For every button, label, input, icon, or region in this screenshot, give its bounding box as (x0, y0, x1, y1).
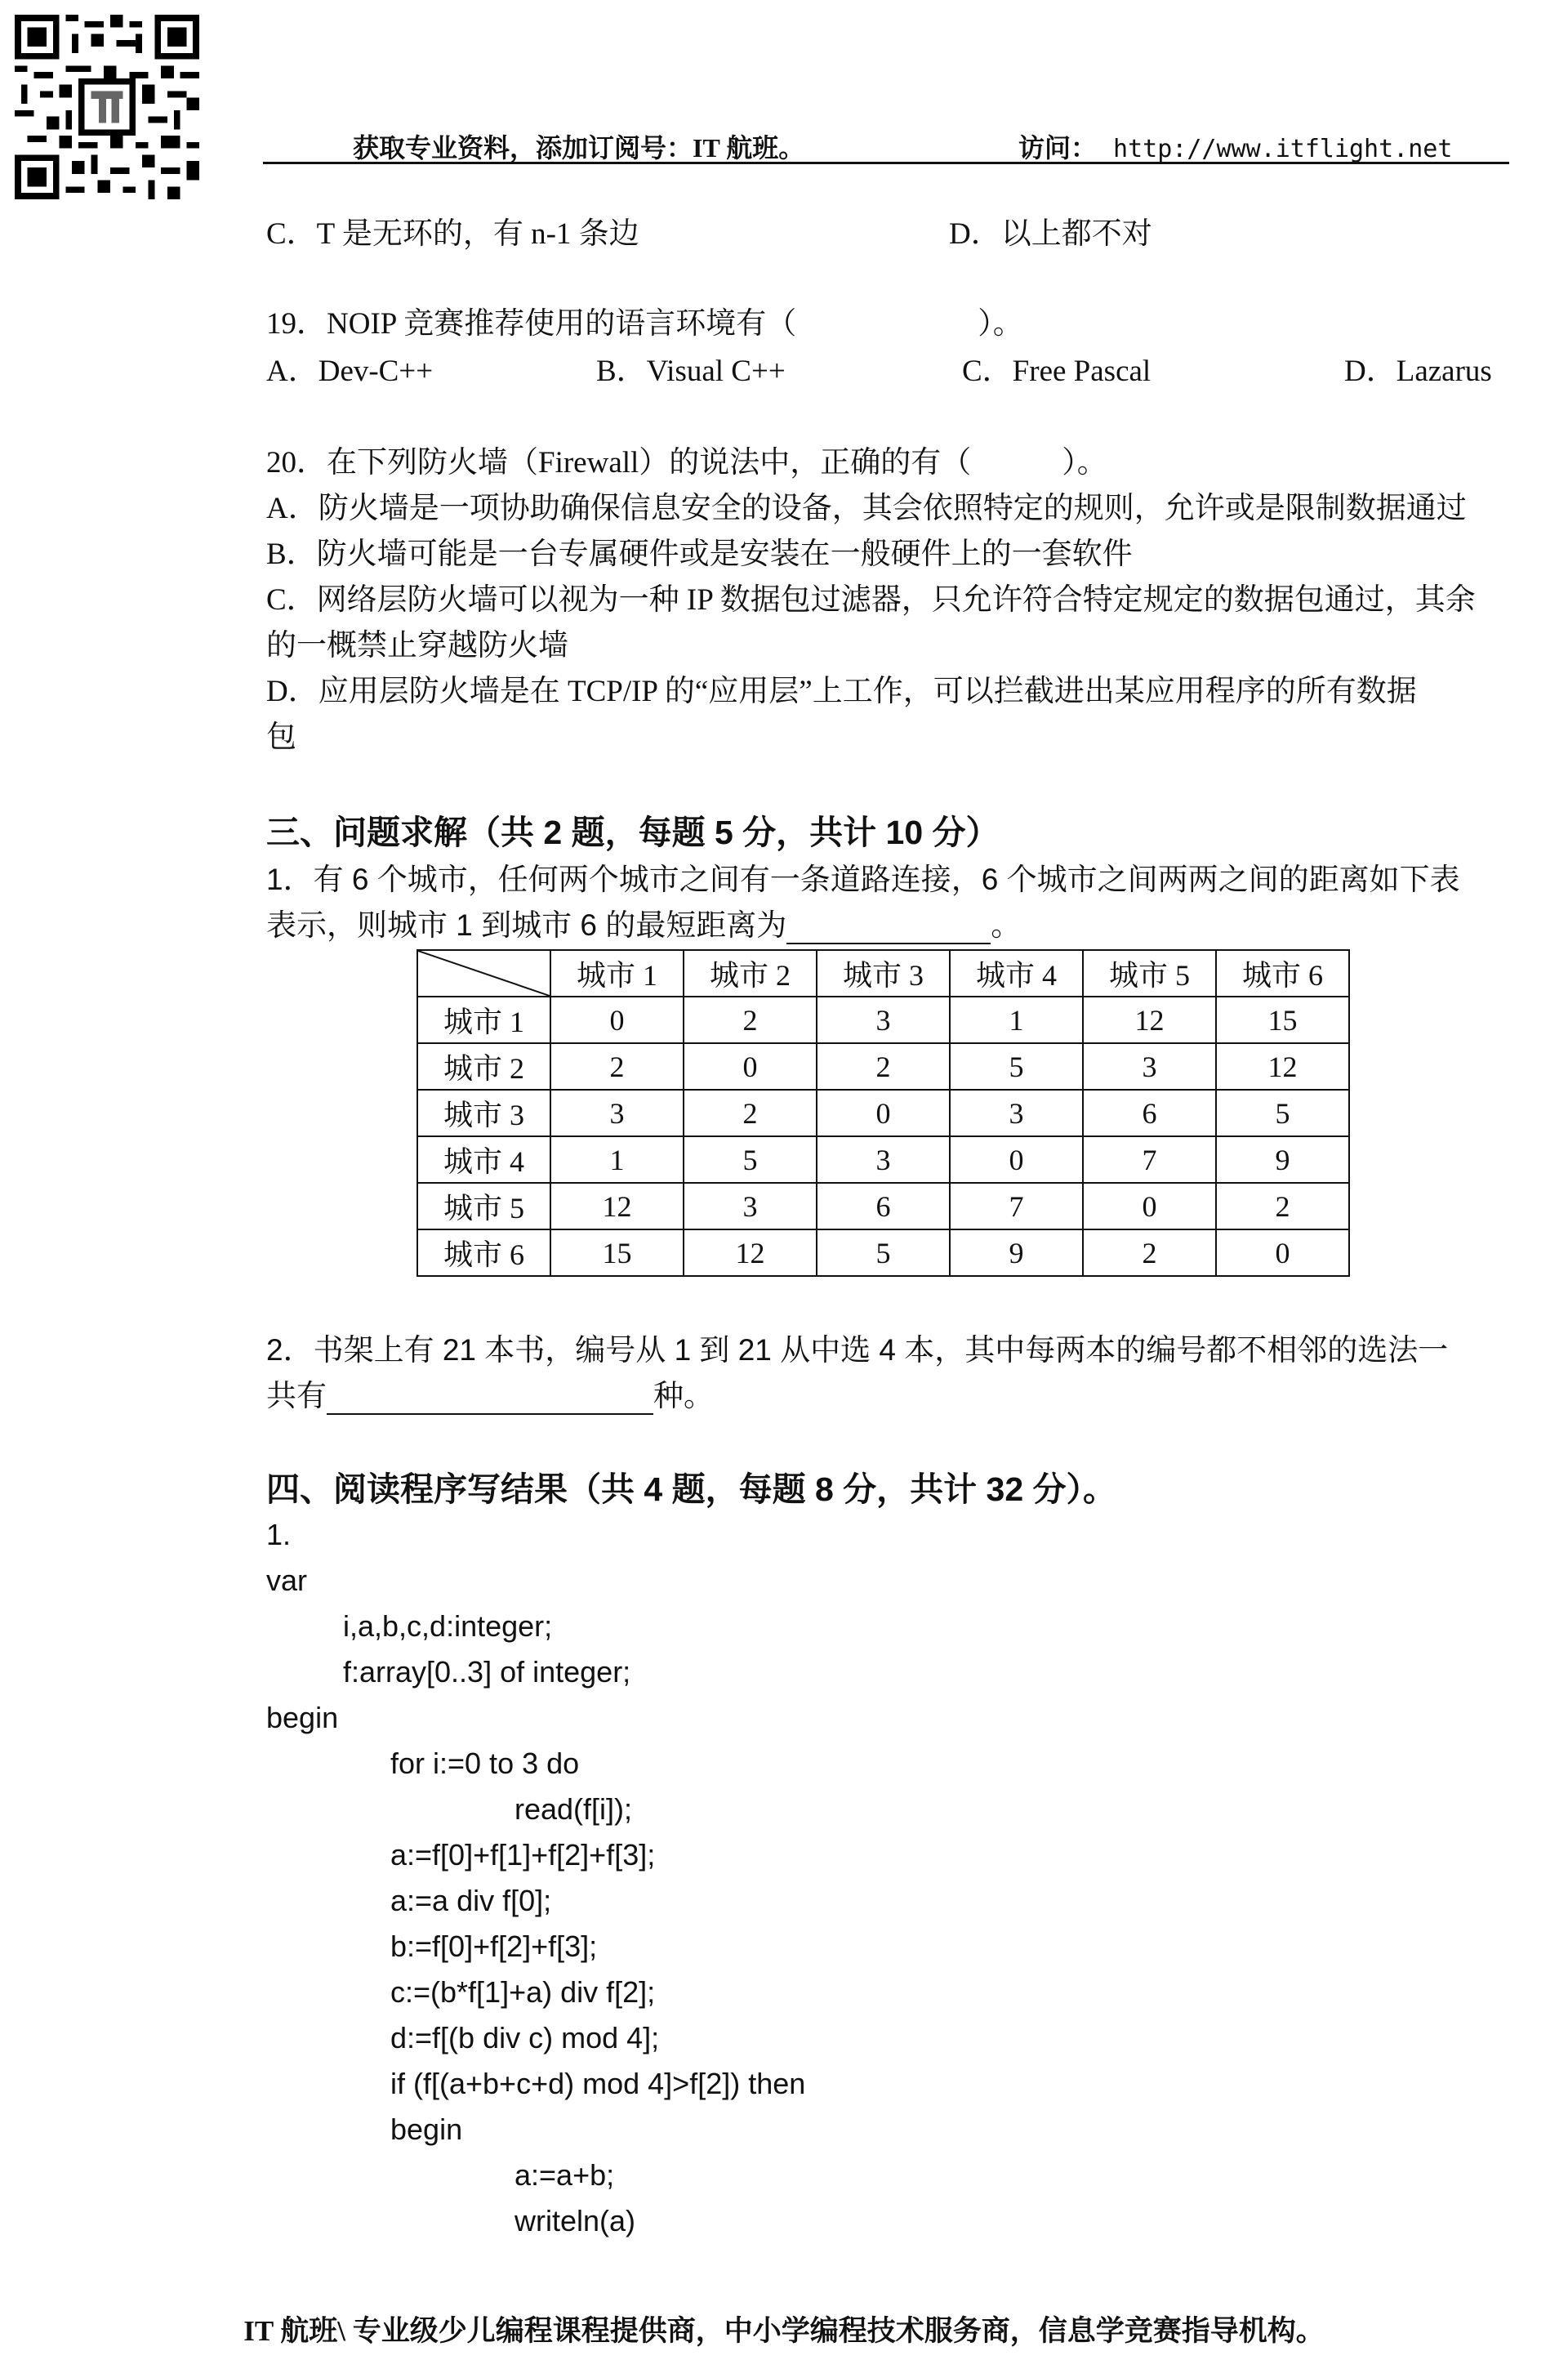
table-cell: 2 (550, 1043, 684, 1090)
table-cell: 12 (684, 1229, 817, 1276)
table-cell: 7 (1083, 1136, 1216, 1183)
row-header: 城市 6 (417, 1229, 550, 1276)
diagonal-line (418, 951, 550, 996)
header-url-link[interactable]: http://www.itflight.net (1113, 135, 1453, 163)
header-visit-label: 访问： (1018, 133, 1098, 163)
table-cell: 1 (950, 997, 1083, 1043)
table-cell: 5 (950, 1043, 1083, 1090)
column-header: 城市 2 (684, 950, 817, 997)
code-line: read(f[i]); (514, 1792, 633, 1826)
table-cell: 0 (550, 997, 684, 1043)
q20-option-a: A．防火墙是一项协助确保信息安全的设备，其会依照特定的规则，允许或是限制数据通过 (266, 492, 1467, 525)
code-line: b:=f[0]+f[2]+f[3]; (390, 1930, 598, 1963)
table-cell: 3 (684, 1183, 817, 1229)
section4-heading: 四、阅读程序写结果（共 4 题，每题 8 分，共计 32 分）。 (266, 1470, 1117, 1508)
code-line: a:=a div f[0]; (390, 1884, 552, 1917)
table-corner-cell (417, 950, 550, 997)
q20-stem: 20．在下列防火墙（Firewall）的说法中，正确的有（ ）。 (266, 446, 1107, 480)
code-line: f:array[0..3] of integer; (343, 1655, 631, 1689)
s3-q1-line2 (266, 907, 1021, 944)
table-cell: 3 (550, 1090, 684, 1136)
code-line: for i:=0 to 3 do (390, 1747, 580, 1780)
table-cell: 0 (684, 1043, 817, 1090)
answer-blank[interactable] (786, 915, 991, 944)
table-cell: 2 (1216, 1183, 1349, 1229)
table-cell: 5 (684, 1136, 817, 1183)
table-cell: 3 (950, 1090, 1083, 1136)
code-line: a:=f[0]+f[1]+f[2]+f[3]; (390, 1838, 656, 1872)
table-cell: 3 (817, 1136, 950, 1183)
s3-q2-line2 (266, 1377, 714, 1415)
row-header: 城市 4 (417, 1136, 550, 1183)
table-cell: 9 (950, 1229, 1083, 1276)
table-cell: 2 (817, 1043, 950, 1090)
table-row (417, 1183, 1349, 1229)
table-cell: 0 (950, 1136, 1083, 1183)
code-line: begin (266, 1701, 339, 1734)
column-header: 城市 5 (1083, 950, 1216, 997)
table-cell: 2 (1083, 1229, 1216, 1276)
table-cell: 5 (1216, 1090, 1349, 1136)
row-header: 城市 3 (417, 1090, 550, 1136)
table-cell: 0 (817, 1090, 950, 1136)
qr-code-image (15, 15, 199, 199)
row-header: 城市 5 (417, 1183, 550, 1229)
table-cell: 3 (1083, 1043, 1216, 1090)
q18-option-c: C．T 是无环的，有 n-1 条边 (266, 217, 639, 251)
table-cell: 15 (1216, 997, 1349, 1043)
table-cell: 12 (550, 1183, 684, 1229)
answer-blank[interactable] (327, 1385, 653, 1415)
s3-q2-line2-end: 种。 (653, 1379, 714, 1412)
table-header-row (417, 950, 1349, 997)
table-row (417, 1136, 1349, 1183)
code-line: 1. (266, 1518, 292, 1551)
q19-option-b: B．Visual C++ (596, 355, 786, 388)
code-line: var (266, 1564, 308, 1597)
table-cell: 7 (950, 1183, 1083, 1229)
q19-option-d: D．Lazarus (1344, 355, 1492, 388)
table-cell: 12 (1216, 1043, 1349, 1090)
table-cell: 5 (817, 1229, 950, 1276)
page-footer: IT 航班\ 专业级少儿编程课程提供商，中小学编程技术服务商，信息学竞赛指导机构。 (243, 2315, 1325, 2347)
table-cell: 6 (1083, 1090, 1216, 1136)
s3-q1-line1: 1．有 6 个城市，任何两个城市之间有一条道路连接，6 个城市之间两两之间的距离如下表 (266, 863, 1460, 896)
column-header: 城市 1 (550, 950, 684, 997)
s3-q2-line2-start: 共有 (266, 1379, 327, 1412)
section3-heading: 三、问题求解（共 2 题，每题 5 分，共计 10 分） (266, 814, 1000, 851)
column-header: 城市 6 (1216, 950, 1349, 997)
header-visit (1018, 127, 1452, 165)
table-cell: 15 (550, 1229, 684, 1276)
q20-option-c-line2: 的一概禁止穿越防火墙 (266, 629, 568, 663)
header-subscribe-text: 获取专业资料，添加订阅号：IT 航班。 (353, 133, 805, 163)
row-header: 城市 1 (417, 997, 550, 1043)
code-line: if (f[(a+b+c+d) mod 4]>f[2]) then (390, 2067, 806, 2100)
table-cell: 0 (1083, 1183, 1216, 1229)
table-cell: 6 (817, 1183, 950, 1229)
code-line: d:=f[(b div c) mod 4]; (390, 2021, 660, 2054)
q19-option-c: C．Free Pascal (962, 355, 1152, 388)
q18-option-d: D．以上都不对 (949, 217, 1152, 251)
table-cell: 0 (1216, 1229, 1349, 1276)
table-row (417, 1229, 1349, 1276)
distance-table (416, 949, 1350, 1277)
code-line: writeln(a) (514, 2204, 636, 2237)
table-cell: 3 (817, 997, 950, 1043)
q20-option-d-line2: 包 (266, 721, 296, 754)
table-row (417, 997, 1349, 1043)
s3-q2-line1: 2．书架上有 21 本书，编号从 1 到 21 从中选 4 本，其中每两本的编号都不相邻的选法一 (266, 1333, 1449, 1367)
table-row (417, 1090, 1349, 1136)
code-line: i,a,b,c,d:integer; (343, 1609, 553, 1643)
code-line: begin (390, 2112, 463, 2146)
table-cell: 2 (684, 1090, 817, 1136)
q19-stem: 19．NOIP 竞赛推荐使用的语言环境有（ ）。 (266, 307, 1023, 341)
q20-option-d-line1: D．应用层防火墙是在 TCP/IP 的“应用层”上工作，可以拦截进出某应用程序的所有数据 (266, 675, 1417, 708)
code-line: a:=a+b; (514, 2158, 615, 2192)
table-row (417, 1043, 1349, 1090)
s3-q1-line2-text: 表示，则城市 1 到城市 6 的最短距离为 (266, 908, 787, 942)
page-header (263, 123, 1509, 164)
q20-option-c-line1: C．网络层防火墙可以视为一种 IP 数据包过滤器，只允许符合特定规定的数据包通过，其余 (266, 583, 1476, 617)
column-header: 城市 3 (817, 950, 950, 997)
code-line: c:=(b*f[1]+a) div f[2]; (390, 1975, 656, 2009)
table-cell: 12 (1083, 997, 1216, 1043)
row-header: 城市 2 (417, 1043, 550, 1090)
table-cell: 1 (550, 1136, 684, 1183)
q20-option-b: B．防火墙可能是一台专属硬件或是安装在一般硬件上的一套软件 (266, 538, 1133, 571)
q19-option-a: A．Dev-C++ (266, 355, 434, 388)
table-cell: 2 (684, 997, 817, 1043)
s3-q1-line2-end: 。 (991, 908, 1022, 942)
column-header: 城市 4 (950, 950, 1083, 997)
table-cell: 9 (1216, 1136, 1349, 1183)
